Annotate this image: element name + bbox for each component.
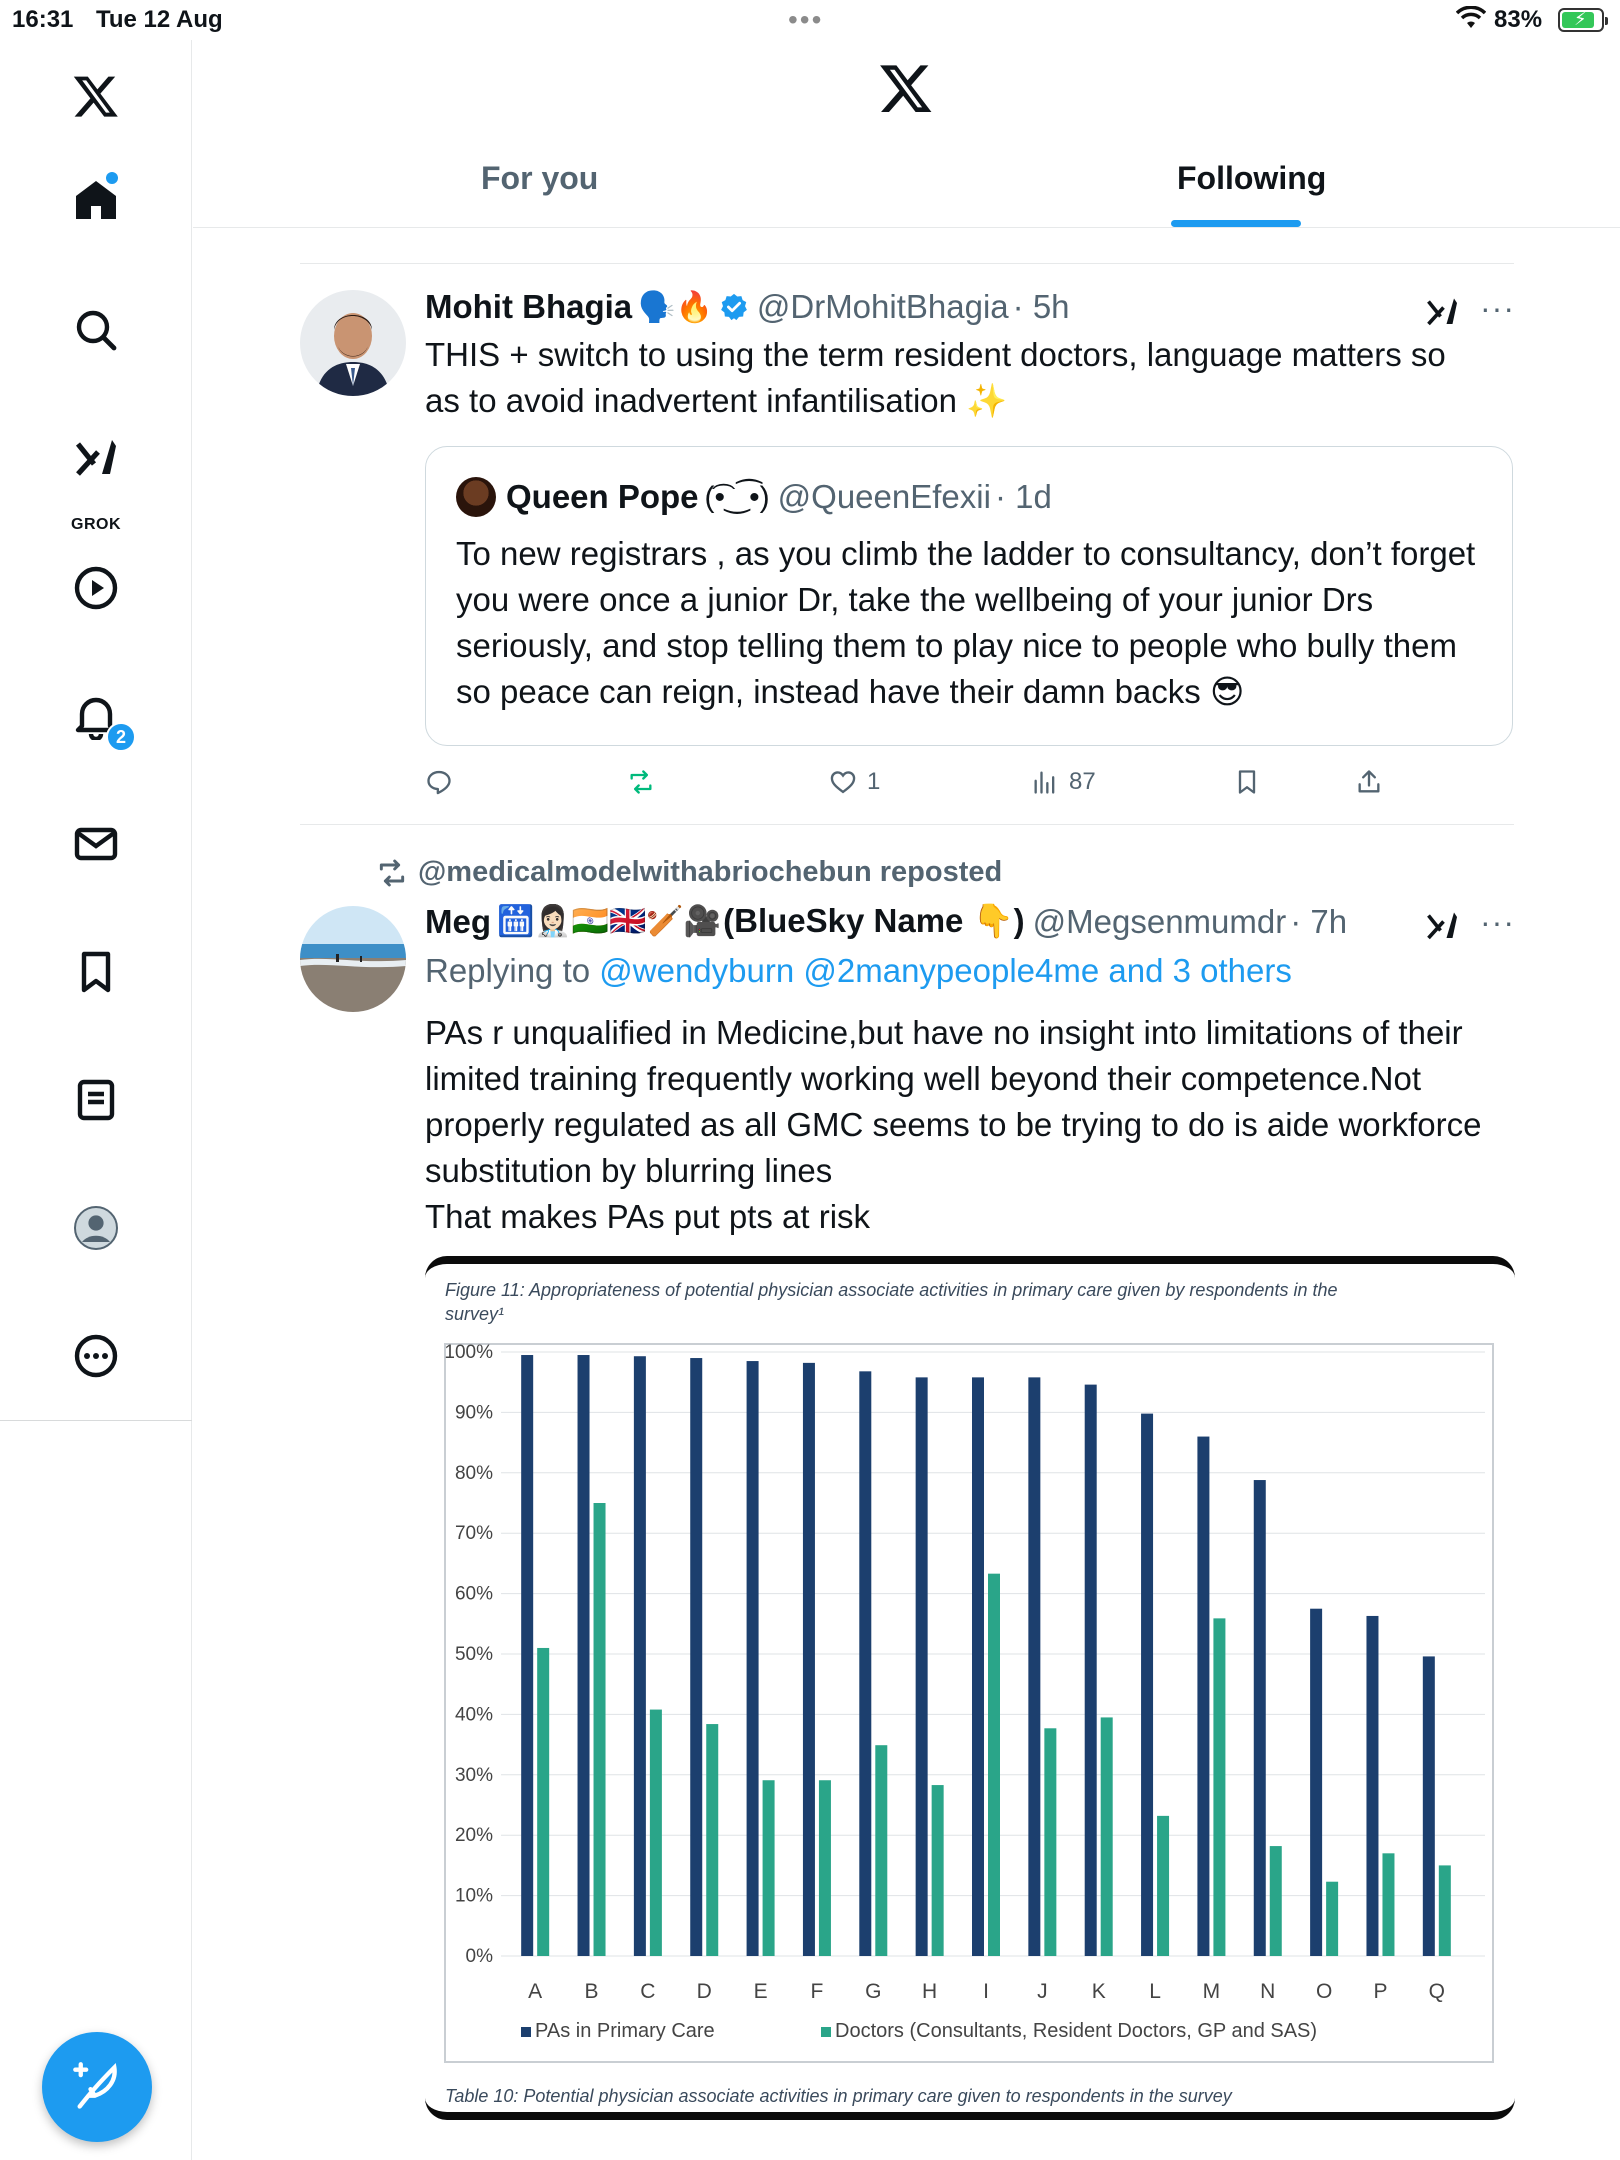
bar-K-doctors bbox=[1101, 1717, 1113, 1956]
quoted-post-text: To new registrars , as you climb the ladder to consultancy, don’t forget you were once a junior Dr, take the wellbeing of your junior Drs seriously, and stop telling them to play nice to people who bully them so peace can reign, instead have their damn backs 😎 bbox=[456, 535, 1476, 710]
y-tick-label: 80% bbox=[454, 1462, 493, 1484]
heart-icon bbox=[829, 768, 857, 796]
bar-H-pas bbox=[916, 1377, 928, 1956]
author-name[interactable]: Mohit Bhagia bbox=[425, 288, 633, 325]
x-tick-label: I bbox=[983, 1980, 989, 2003]
bar-Q-doctors bbox=[1439, 1865, 1451, 1956]
bookmark-icon[interactable] bbox=[66, 942, 126, 1002]
x-tick-label: E bbox=[753, 1980, 768, 2003]
tab-following[interactable]: Following bbox=[1177, 160, 1327, 196]
author-name[interactable]: Meg bbox=[425, 902, 491, 940]
bar-N-pas bbox=[1254, 1480, 1266, 1956]
bar-M-doctors bbox=[1213, 1618, 1225, 1956]
x-tick-label: D bbox=[696, 1980, 712, 2003]
quoted-post-header bbox=[456, 477, 1052, 517]
grok-explain-icon[interactable] bbox=[1424, 294, 1460, 330]
bar-E-pas bbox=[747, 1361, 759, 1956]
post-text: THIS + switch to using the term resident doctors, language matters so as to avoid inadvertent infantilisation ✨ bbox=[425, 336, 1446, 419]
multitask-dots-icon[interactable]: ••• bbox=[788, 4, 824, 35]
repost-indicator[interactable] bbox=[376, 856, 1002, 889]
post-author-row bbox=[425, 902, 1347, 941]
legend-swatch bbox=[821, 2027, 831, 2037]
x-tick-label: J bbox=[1037, 1980, 1048, 2003]
like-count: 1 bbox=[867, 768, 881, 795]
legend-swatch bbox=[521, 2027, 531, 2037]
replying-to bbox=[425, 952, 1292, 990]
quoted-author-handle: @QueenEfexii bbox=[777, 478, 991, 515]
bookmark-icon bbox=[1233, 768, 1261, 796]
top-header bbox=[193, 40, 1620, 228]
quoted-author-name: Queen Pope bbox=[506, 478, 699, 515]
bar-M-pas bbox=[1197, 1437, 1209, 1956]
quoted-avatar[interactable] bbox=[456, 477, 496, 517]
compose-button[interactable] bbox=[42, 2032, 152, 2142]
y-tick-label: 50% bbox=[454, 1644, 493, 1665]
tab-for-you[interactable]: For you bbox=[481, 160, 599, 196]
y-tick-label: 90% bbox=[454, 1402, 493, 1424]
y-tick-label: 60% bbox=[454, 1583, 493, 1605]
post-separator bbox=[300, 824, 1514, 825]
repost-icon bbox=[627, 768, 655, 796]
x-tick-label: B bbox=[584, 1980, 599, 2003]
post-time[interactable]: · 5h bbox=[1012, 288, 1070, 325]
share-icon bbox=[1355, 768, 1383, 796]
attached-chart-image[interactable] bbox=[425, 1256, 1515, 2120]
more-options-icon[interactable]: ··· bbox=[1480, 904, 1515, 940]
bar-A-pas bbox=[521, 1355, 533, 1956]
bar-F-pas bbox=[803, 1363, 815, 1956]
reply-button[interactable] bbox=[425, 768, 453, 796]
legend-label: PAs in Primary Care bbox=[535, 2020, 715, 2042]
y-tick-label: 10% bbox=[454, 1885, 493, 1907]
author-handle[interactable]: @Megsenmumdr bbox=[1032, 902, 1287, 940]
bar-J-doctors bbox=[1044, 1728, 1056, 1956]
avatar[interactable] bbox=[300, 906, 406, 1012]
bar-D-pas bbox=[690, 1358, 702, 1956]
x-tick-label: O bbox=[1315, 1980, 1333, 2003]
search-icon[interactable] bbox=[66, 300, 126, 360]
x-tick-label: K bbox=[1091, 1980, 1106, 2003]
bar-K-pas bbox=[1085, 1385, 1097, 1956]
more-icon[interactable] bbox=[66, 1326, 126, 1386]
repost-button[interactable] bbox=[627, 768, 655, 796]
views-icon bbox=[1031, 768, 1059, 796]
post-text: PAs r unqualified in Medicine,but have no insight into limitations of their limited training frequently working well beyond their competence.Not properly regulated as all GMC seems to be trying to do is aide workforce substitution by blurring lines That makes PAs put pts at risk bbox=[425, 1014, 1482, 1235]
y-tick-label: 20% bbox=[454, 1825, 493, 1847]
repost-text: @medicalmodelwithabriochebun reposted bbox=[418, 856, 1003, 888]
sidebar bbox=[0, 40, 192, 2160]
bar-L-pas bbox=[1141, 1414, 1153, 1956]
status-bar bbox=[0, 0, 1620, 40]
bar-O-doctors bbox=[1326, 1882, 1338, 1956]
bar-Q-pas bbox=[1423, 1656, 1435, 1956]
home-unread-dot bbox=[106, 172, 118, 184]
verified-badge-icon bbox=[719, 292, 749, 322]
video-icon[interactable] bbox=[66, 558, 126, 618]
bar-N-doctors bbox=[1270, 1846, 1282, 1956]
bar-B-doctors bbox=[594, 1503, 606, 1956]
author-handle[interactable]: @DrMohitBhagia bbox=[756, 288, 1009, 325]
x-tick-label: P bbox=[1373, 1980, 1388, 2003]
bar-G-pas bbox=[859, 1371, 871, 1956]
compose-feather-icon bbox=[71, 2061, 123, 2113]
replying-to-links[interactable]: @wendyburn @2manypeople4me and 3 others bbox=[599, 952, 1292, 989]
chart-caption: Table 10: Potential physician associate activities in primary care given to respondents in the survey bbox=[445, 2086, 1232, 2106]
wifi-icon bbox=[1456, 6, 1486, 37]
post-actions bbox=[425, 768, 1405, 808]
bar-C-doctors bbox=[650, 1710, 662, 1956]
y-tick-label: 0% bbox=[465, 1946, 493, 1967]
bar-F-doctors bbox=[819, 1780, 831, 1956]
sidebar-divider bbox=[0, 1420, 192, 1421]
status-date: Tue 12 Aug bbox=[96, 6, 223, 33]
bar-D-doctors bbox=[706, 1724, 718, 1956]
like-button[interactable] bbox=[829, 768, 880, 796]
bar-E-doctors bbox=[763, 1780, 775, 1956]
reply-icon bbox=[425, 768, 453, 796]
x-tick-label: N bbox=[1260, 1980, 1276, 2003]
share-button[interactable] bbox=[1355, 768, 1383, 796]
y-tick-label: 100% bbox=[444, 1342, 493, 1363]
bar-L-doctors bbox=[1157, 1816, 1169, 1956]
bar-H-doctors bbox=[932, 1785, 944, 1956]
avatar[interactable] bbox=[300, 290, 406, 396]
list-icon[interactable] bbox=[66, 1070, 126, 1130]
x-tick-label: M bbox=[1202, 1980, 1221, 2003]
bar-I-pas bbox=[972, 1377, 984, 1956]
bookmark-button[interactable] bbox=[1233, 768, 1261, 796]
legend-label: Doctors (Consultants, Resident Doctors, GP and SAS) bbox=[835, 2020, 1318, 2042]
x-tick-label: C bbox=[640, 1980, 656, 2003]
battery-icon: ⚡ bbox=[1558, 8, 1604, 32]
x-logo-icon[interactable] bbox=[878, 60, 934, 116]
chart-title-line2: survey¹ bbox=[445, 1304, 505, 1324]
bar-J-pas bbox=[1028, 1377, 1040, 1956]
grok-icon[interactable] bbox=[66, 428, 126, 488]
bar-chart bbox=[425, 1264, 1515, 2112]
quoted-post-time: · 1d bbox=[994, 478, 1052, 515]
chart-legend bbox=[521, 2020, 1317, 2042]
bar-G-doctors bbox=[875, 1745, 887, 1956]
quoted-post[interactable] bbox=[425, 446, 1513, 746]
bar-P-pas bbox=[1366, 1616, 1378, 1956]
bar-B-pas bbox=[578, 1355, 590, 1956]
quoted-author-emoji: (͡•‿͡•) bbox=[704, 480, 770, 514]
post-time[interactable]: · 7h bbox=[1290, 902, 1348, 940]
grok-explain-icon[interactable] bbox=[1424, 908, 1460, 944]
bar-A-doctors bbox=[537, 1648, 549, 1956]
battery-percent: 83% bbox=[1494, 6, 1543, 33]
y-tick-label: 40% bbox=[454, 1704, 493, 1726]
notification-badge: 2 bbox=[106, 722, 136, 752]
repost-icon bbox=[376, 857, 408, 889]
profile-icon[interactable] bbox=[66, 1198, 126, 1258]
mail-icon[interactable] bbox=[66, 814, 126, 874]
post-separator bbox=[300, 263, 1514, 264]
x-tick-label: G bbox=[865, 1980, 882, 2003]
author-emojis: 🗣️🔥 bbox=[638, 290, 713, 324]
x-tick-label: Q bbox=[1428, 1980, 1445, 2003]
bar-O-pas bbox=[1310, 1609, 1322, 1956]
x-tick-label: A bbox=[528, 1980, 543, 2003]
bar-P-doctors bbox=[1382, 1853, 1394, 1956]
tab-active-indicator bbox=[1171, 220, 1301, 227]
views-button[interactable] bbox=[1031, 768, 1096, 796]
x-logo-icon[interactable] bbox=[66, 66, 126, 126]
author-emojis: 🛗👩🏻‍⚕️🇮🇳🇬🇧🏏🎥 bbox=[497, 905, 722, 938]
author-name-suffix: (BlueSky Name 👇) bbox=[723, 902, 1025, 939]
status-time: 16:31 bbox=[12, 6, 74, 33]
more-options-icon[interactable]: ··· bbox=[1480, 290, 1515, 326]
grok-label: GROK bbox=[71, 516, 121, 533]
x-tick-label: L bbox=[1149, 1980, 1161, 2003]
bar-C-pas bbox=[634, 1356, 646, 1956]
x-tick-label: F bbox=[810, 1980, 824, 2003]
post-author-row bbox=[425, 288, 1070, 326]
replying-prefix: Replying to bbox=[425, 952, 600, 989]
x-tick-label: H bbox=[922, 1980, 938, 2003]
chart-title-line1: Figure 11: Appropriateness of potential physician associate activities in primary care given by respondents in the bbox=[445, 1280, 1338, 1300]
view-count: 87 bbox=[1069, 768, 1096, 795]
bar-I-doctors bbox=[988, 1574, 1000, 1956]
y-tick-label: 30% bbox=[454, 1764, 493, 1786]
y-tick-label: 70% bbox=[454, 1523, 493, 1545]
